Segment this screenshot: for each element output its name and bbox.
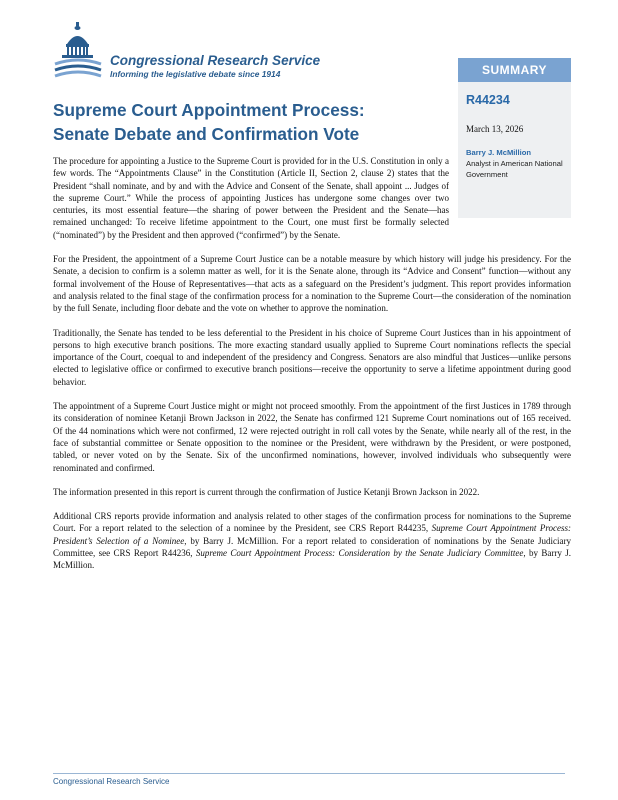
capitol-dome-icon <box>53 22 103 80</box>
page-title <box>53 98 443 146</box>
author-title: Analyst in American National Government <box>466 159 563 179</box>
title-line-2: Senate Debate and Confirmation Vote <box>53 124 360 144</box>
paragraph-6-part-1: Additional CRS reports provide information and analysis related to other stages of the confirmation process for nominations to the Supreme Court. For a report related to the selection of a nominee by the President, see CRS Report R44235, <box>53 511 571 534</box>
paragraph-4: The appointment of a Supreme Court Justice might or might not proceed smoothly. From the appointment of the first Justices in 1789 through its consideration of nominee Ketanji Brown Jackson in 2022, the Senate has confirmed 121 Supreme Court nominations out of 165 received. Of the 44 nominations which were not confirmed, 12 were rejected outright in roll call votes by the Senate, while nearly all of the rest, in the face of substantial committee or Senate opposition to the nominee or the President, were withdrawn by the President, or were postponed, tabled, or never voted on by the Senate. Six of the unconfirmed nominations, however, involved individuals who subsequently were renominated and confirmed. <box>53 401 571 473</box>
author-name: Barry J. McMillion <box>466 148 531 157</box>
paragraph-5: The information presented in this report is current through the confirmation of Justice Ketanji Brown Jackson in 2022. <box>53 486 480 497</box>
paragraph-3: Traditionally, the Senate has tended to be less deferential to the President in his choice of Supreme Court Justices than in his appointment of persons to high executive branch positions. The more exacting standard usually applied to Supreme Court nominations reflects the special importance of the Court, coequal to and independent of the presidency and Congress. Senators are also mindful that Justices—unlike persons elected to legislative office or confirmed to executive branch positions—receive the opportunity to serve a lifetime appointment during good behavior. <box>53 327 571 387</box>
summary-body <box>53 155 571 584</box>
footer-divider <box>53 773 565 774</box>
related-report-title-2: Supreme Court Appointment Process: Consideration by the Senate Judiciary Committee <box>195 548 524 559</box>
footer-text: Congressional Research Service <box>53 777 170 786</box>
report-date: March 13, 2026 <box>466 124 524 134</box>
summary-heading: SUMMARY <box>458 58 571 82</box>
report-number: R44234 <box>466 93 510 107</box>
paragraph-2: For the President, the appointment of a Supreme Court Justice can be a notable measure by which history will judge his presidency. For the Senate, a decision to confirm is a solemn matter as well, for it is the Senate alone, through its “Advice and Consent” function—without any formal involvement of the House of Representatives—that acts as a safeguard on the President’s judgment. This report provides information and analysis related to the final stage of the confirmation process for a nomination to the Supreme Court—the consideration of the nomination by the full Senate, including floor debate and the vote on whether to approve the nomination. <box>53 254 571 314</box>
title-line-1: Supreme Court Appointment Process: <box>53 100 365 120</box>
paragraph-6-part-3: , by Barry J. McMillion. <box>53 548 571 571</box>
org-name: Congressional Research Service <box>110 53 321 68</box>
paragraph-1: The procedure for appointing a Justice to the Supreme Court is provided for in the U.S. Constitution in only a few words. The “Appointments Clause” in the Constitution (Article II, Section 2, clause 2) states that the President “shall nominate, and by and with the Advice and Consent of the Senate, shall appoint ... Judges of the supreme Court.” While the process of appointing Justices has undergone some changes over two centuries, its most essential feature—the sharing of power between the President and the Senate—has remained unchanged: To receive lifetime appointment to the Court, one must first be formally selected (“nominated”) by the President and then approved (“confirmed”) by the Senate. <box>53 156 449 240</box>
paragraph-6-part-2: , by Barry J. McMillion. For a report related to consideration of nominations by the Senate Judiciary Committee, see CRS Report R44236, <box>53 535 571 559</box>
related-report-title-1: Supreme Court Appointment Process: President’s Selection of a Nominee <box>53 523 571 546</box>
paragraph-6 <box>53 510 571 571</box>
crs-logo <box>53 22 323 82</box>
sidebar-wrap-spacer <box>449 155 571 218</box>
org-tagline: Informing the legislative debate since 1914 <box>110 69 281 79</box>
